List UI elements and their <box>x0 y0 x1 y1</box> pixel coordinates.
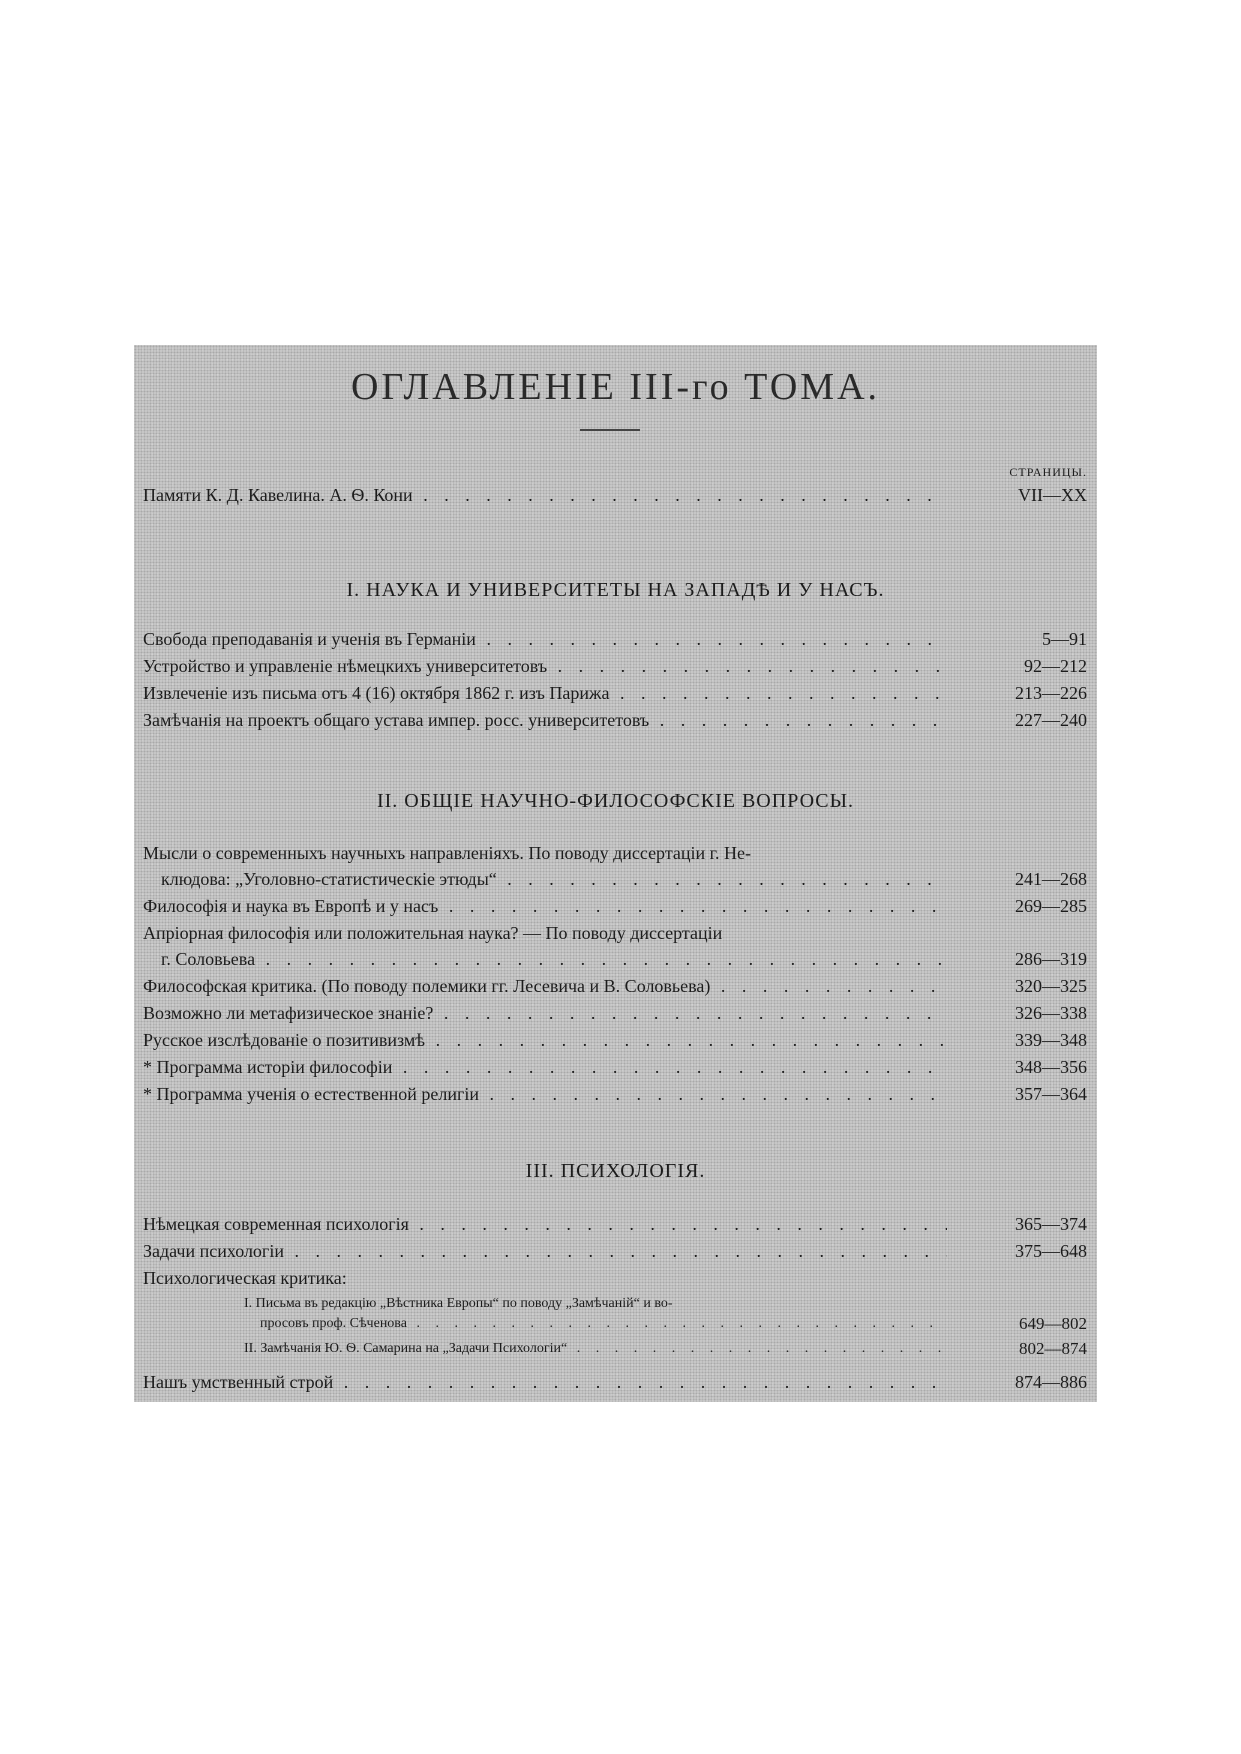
toc-entry <box>134 893 1097 919</box>
pages-column-caption: СТРАНИЦЫ. <box>1009 465 1087 479</box>
toc-entry <box>134 1238 1097 1264</box>
toc-entry-pages: 92—212 <box>1024 656 1087 676</box>
toc-entry <box>134 1000 1097 1026</box>
toc-entry <box>134 1369 1097 1395</box>
page-title: ОГЛАВЛЕНІЕ III-го ТОМА. <box>350 366 881 408</box>
toc-entry-title: Извлеченіе изъ письма отъ 4 (16) октября 1862 г. изъ Парижа . . . <box>143 680 947 706</box>
toc-entry-pages: 339—348 <box>1015 1030 1087 1050</box>
toc-subheading: Психологическая критика: <box>143 1268 347 1288</box>
toc-entry-first-line: Мысли о современныхъ научныхъ направленіяхъ. По поводу диссертаціи г. Не- <box>143 843 751 863</box>
toc-entry-pages: 320—325 <box>1015 976 1087 996</box>
section-heading-1: I. НАУКА И УНИВЕРСИТЕТЫ НА ЗАПАДѢ И У НАСЪ. <box>346 579 885 601</box>
toc-entry-title: клюдова: „Уголовно-статистическіе этюды“ . . . <box>161 866 947 892</box>
toc-entry-title: * Программа исторіи философіи . . . <box>143 1054 947 1080</box>
toc-entry-title: * Программа ученія о естественной религіи . . . <box>143 1081 947 1107</box>
toc-entry-pages: 802—874 <box>1019 1339 1087 1358</box>
scanned-page-block <box>134 345 1097 1402</box>
toc-entry-pages: 5—91 <box>1042 629 1087 649</box>
toc-entry-title: г. Соловьева . . . <box>161 946 947 972</box>
toc-entry-title: II. Замѣчанія Ю. Ѳ. Самарина на „Задачи Психологіи“ . . . <box>244 1336 947 1362</box>
toc-entry-pages: 357—364 <box>1015 1084 1087 1104</box>
toc-entry-title: Нѣмецкая современная психологія . . . <box>143 1211 947 1237</box>
toc-entry-title: Памяти К. Д. Кавелина. А. Ѳ. Кони . . . <box>143 482 947 508</box>
toc-entry-pages: 241—268 <box>1015 869 1087 889</box>
toc-entry <box>134 1081 1097 1107</box>
toc-entry <box>134 973 1097 999</box>
toc-entry-pages: 365—374 <box>1015 1214 1087 1234</box>
section-heading-3: III. ПСИХОЛОГІЯ. <box>525 1160 706 1182</box>
toc-entry-title: Замѣчанія на проектъ общаго устава импер. росс. университетовъ . . . <box>143 707 947 733</box>
toc-entry <box>134 680 1097 706</box>
toc-entry-pages: 348—356 <box>1015 1057 1087 1077</box>
toc-entry-title: Задачи психологіи . . . <box>143 1238 947 1264</box>
section-heading-2: II. ОБЩІЕ НАУЧНО-ФИЛОСОФСКІЕ ВОПРОСЫ. <box>376 790 855 812</box>
toc-entry <box>134 653 1097 679</box>
toc-entry-pages: VII—XX <box>1018 485 1087 505</box>
toc-entry <box>134 1211 1097 1237</box>
toc-entry <box>134 866 1097 892</box>
toc-entry-pages: 649—802 <box>1019 1314 1087 1333</box>
toc-entry-pages: 326—338 <box>1015 1003 1087 1023</box>
toc-entry-first-line: Апріорная философія или положительная наука? — По поводу диссертаціи <box>143 923 723 943</box>
toc-entry <box>134 1336 1097 1362</box>
toc-entry-title: просовъ проф. Сѣченова . . . <box>260 1311 947 1337</box>
toc-entry <box>134 626 1097 652</box>
toc-entry-pages: 286—319 <box>1015 949 1087 969</box>
toc-entry-title: Философія и наука въ Европѣ и у насъ . . . <box>143 893 947 919</box>
toc-entry-pages: 375—648 <box>1015 1241 1087 1261</box>
toc-entry <box>134 1027 1097 1053</box>
toc-entry-intro <box>134 482 1097 508</box>
toc-entry-title: Философская критика. (По поводу полемики гг. Лесевича и В. Соловьева) . . . <box>143 973 947 999</box>
toc-entry-title: Нашъ умственный строй . . . <box>143 1369 947 1395</box>
toc-entry <box>134 946 1097 972</box>
toc-entry-title: Возможно ли метафизическое знаніе? . . . <box>143 1000 947 1026</box>
toc-entry-first-line: I. Письма въ редакцію „Вѣстника Европы“ по поводу „Замѣчаній“ и во- <box>244 1296 673 1311</box>
toc-entry <box>134 1054 1097 1080</box>
toc-entry-title: Свобода преподаванія и ученія въ Германіи . . . <box>143 626 947 652</box>
toc-entry <box>134 707 1097 733</box>
toc-entry-pages: 213—226 <box>1015 683 1087 703</box>
toc-entry-pages: 269—285 <box>1015 896 1087 916</box>
toc-entry-pages: 227—240 <box>1015 710 1087 730</box>
toc-entry-title: Устройство и управленіе нѣмецкихъ университетовъ . . . <box>143 653 947 679</box>
toc-entry-title: Русское изслѣдованіе о позитивизмѣ . . . <box>143 1027 947 1053</box>
toc-entry <box>134 1311 1097 1337</box>
title-divider <box>580 429 640 431</box>
toc-entry-pages: 874—886 <box>1015 1372 1087 1392</box>
